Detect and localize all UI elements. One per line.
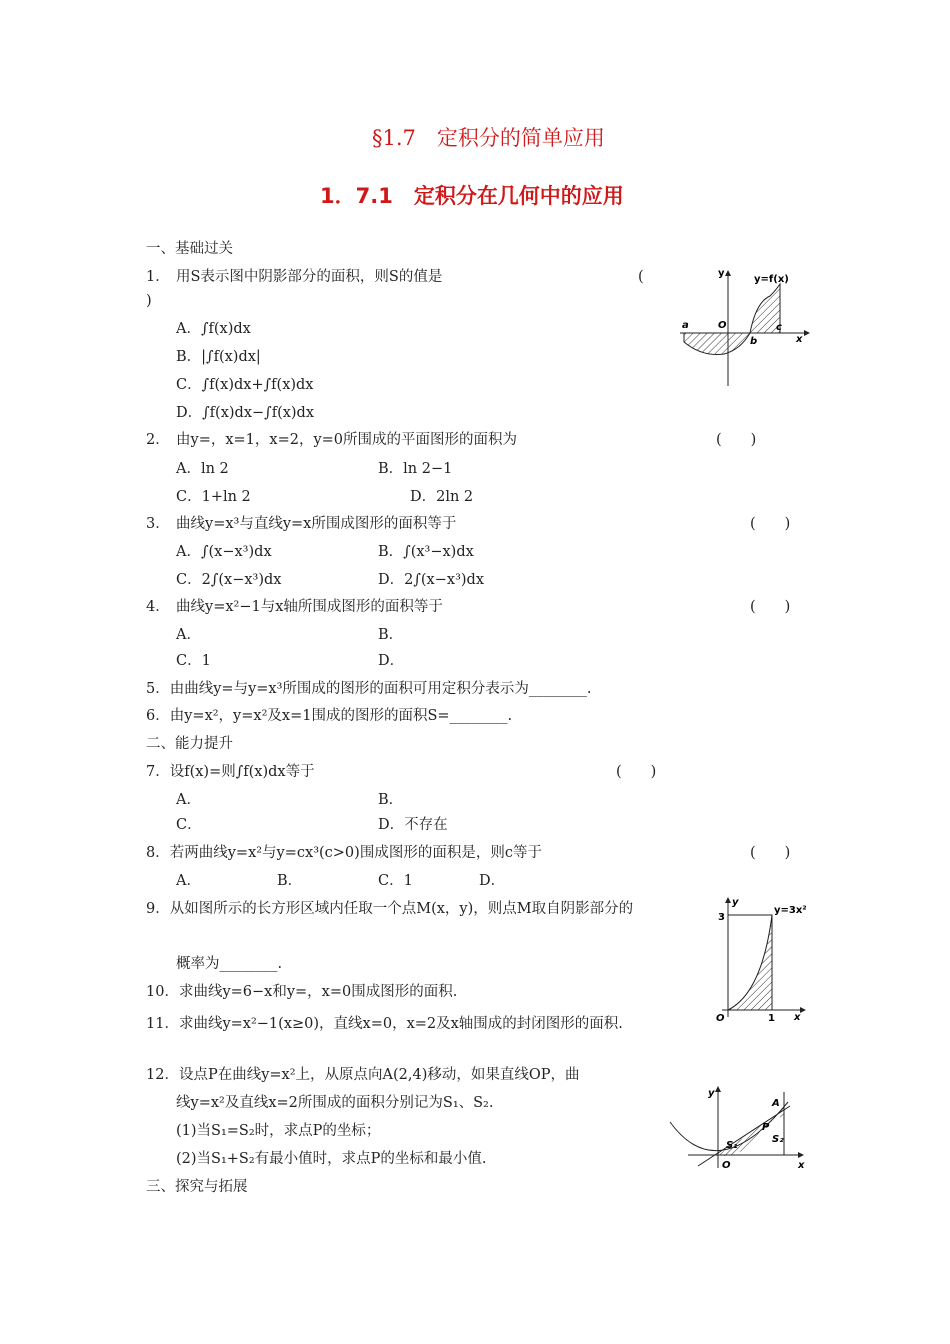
fig2-curve-label: y=3x² xyxy=(774,905,807,916)
fig3-x-label: x xyxy=(798,1160,805,1171)
fig1-c-label: c xyxy=(776,322,782,333)
q12-stem: 12．设点P在曲线y=x²上，从原点向A(2,4)移动，如果直线OP，曲 xyxy=(146,1067,580,1083)
q2-paren: ( ) xyxy=(716,432,757,448)
fig3-s2-label: S₂ xyxy=(772,1134,784,1145)
q1-option-a: A．∫f(x)dx xyxy=(176,321,251,337)
q3-option-d: D．2∫(x−x³)dx xyxy=(378,572,484,588)
q11-stem: 11．求曲线y=x²−1(x≥0)，直线x=0，x=2及x轴围成的封闭图形的面积. xyxy=(146,1016,623,1032)
fig2-origin-label: O xyxy=(716,1013,725,1024)
q5-stem: 5．由曲线y=与y=x³所围成的图形的面积可用定积分表示为________. xyxy=(146,681,592,697)
fig3-y-label: y xyxy=(708,1088,715,1099)
fig1-x-label: x xyxy=(796,334,803,345)
q8-paren: ( ) xyxy=(750,845,791,861)
q1-number: 1． xyxy=(146,269,170,285)
figure-3-graph xyxy=(668,1082,808,1172)
q1-option-b: B．|∫f(x)dx| xyxy=(176,349,261,365)
q4-option-a: A． xyxy=(176,627,201,643)
q7-stem: 7．设f(x)=则∫f(x)dx等于 xyxy=(146,764,315,780)
q7-option-c: C． xyxy=(176,817,202,833)
fig3-p-label: P xyxy=(762,1122,770,1133)
q7-paren: ( ) xyxy=(616,764,657,780)
q3-paren: ( ) xyxy=(750,516,791,532)
fig1-curve-label: y=f(x) xyxy=(754,274,789,285)
q6-stem: 6．由y=x²，y=x²及x=1围成的图形的面积S=________. xyxy=(146,708,513,724)
q9-stem-line2: 概率为________. xyxy=(176,956,283,972)
q9-stem: 9．从如图所示的长方形区域内任取一个点M(x，y)，则点M取自阴影部分的 xyxy=(146,901,634,917)
q12-sub2: (2)当S₁+S₂有最小值时，求点P的坐标和最小值. xyxy=(176,1151,487,1167)
q8-option-d: D． xyxy=(479,873,506,889)
fig1-b-label: b xyxy=(750,336,758,347)
q1-option-c: C．∫f(x)dx+∫f(x)dx xyxy=(176,377,314,393)
q3-option-b: B．∫(x³−x)dx xyxy=(378,544,474,560)
q2-option-b: B．ln 2−1 xyxy=(378,461,453,477)
fig3-s1-label: S₁ xyxy=(726,1140,738,1151)
figure-2-graph xyxy=(712,893,812,1028)
q4-option-c: C．1 xyxy=(176,653,211,669)
q12-stem-line2: 线y=x²及直线x=2所围成的面积分别记为S₁、S₂. xyxy=(176,1095,494,1111)
q7-option-b: B． xyxy=(378,792,404,808)
fig2-one-label: 1 xyxy=(768,1013,775,1024)
q4-paren: ( ) xyxy=(750,599,791,615)
part-explore-heading: 三、探究与拓展 xyxy=(146,1179,248,1195)
q3-stem: 曲线y=x³与直线y=x所围成图形的面积等于 xyxy=(176,516,457,532)
part-ability-heading: 二、能力提升 xyxy=(146,736,233,752)
q8-option-b: B． xyxy=(277,873,303,889)
q2-stem: 由y=，x=1，x=2，y=0所围成的平面图形的面积为 xyxy=(176,432,518,448)
q1-paren-close: ) xyxy=(146,293,152,309)
q2-option-c: C．1+ln 2 xyxy=(176,489,251,505)
q3-number: 3． xyxy=(146,516,170,532)
fig1-a-label: a xyxy=(682,320,689,331)
fig2-three-label: 3 xyxy=(718,912,725,923)
fig1-origin-label: O xyxy=(718,320,727,331)
q10-stem: 10．求曲线y=6−x和y=，x=0围成图形的面积. xyxy=(146,984,458,1000)
subsection-title: 1．7.1 定积分在几何中的应用 xyxy=(320,184,624,208)
fig1-lower-region xyxy=(684,333,750,355)
q1-option-d: D．∫f(x)dx−∫f(x)dx xyxy=(176,405,315,421)
fig2-x-label: x xyxy=(794,1012,801,1023)
q7-option-a: A． xyxy=(176,792,201,808)
q8-stem: 8．若两曲线y=x²与y=cx³(c>0)围成图形的面积是，则c等于 xyxy=(146,845,542,861)
q2-option-a: A．ln 2 xyxy=(176,461,229,477)
fig1-y-label: y xyxy=(718,268,725,279)
part-basic-heading: 一、基础过关 xyxy=(146,241,233,257)
q12-sub1: (1)当S₁=S₂时，求点P的坐标； xyxy=(176,1123,381,1139)
q1-stem: 用S表示图中阴影部分的面积，则S的值是 xyxy=(176,269,443,285)
q2-option-d: D．2ln 2 xyxy=(410,489,474,505)
section-title: §1.7 定积分的简单应用 xyxy=(372,126,605,150)
q2-number: 2． xyxy=(146,432,170,448)
fig3-origin-label: O xyxy=(722,1160,731,1171)
q4-option-d: D． xyxy=(378,653,405,669)
q3-option-a: A．∫(x−x³)dx xyxy=(176,544,272,560)
figure-1-graph xyxy=(672,262,812,390)
q4-number: 4． xyxy=(146,599,170,615)
fig3-a-label: A xyxy=(772,1098,780,1109)
q4-option-b: B． xyxy=(378,627,404,643)
q1-paren-open: ( xyxy=(638,269,644,285)
fig2-shaded-region xyxy=(728,915,772,1010)
q8-option-c: C．1 xyxy=(378,873,413,889)
q4-stem: 曲线y=x²−1与x轴所围成图形的面积等于 xyxy=(176,599,443,615)
fig2-y-label: y xyxy=(732,897,739,908)
q7-option-d: D．不存在 xyxy=(378,817,448,833)
q8-option-a: A． xyxy=(176,873,201,889)
q3-option-c: C．2∫(x−x³)dx xyxy=(176,572,282,588)
